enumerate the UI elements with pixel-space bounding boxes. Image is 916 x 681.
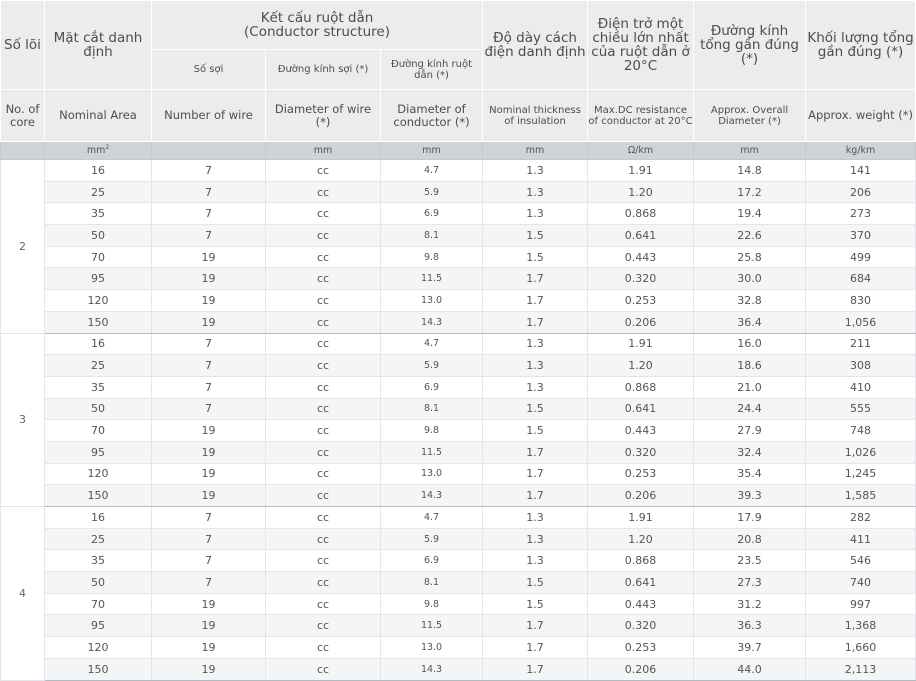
cell-wire-dia: cc (266, 507, 381, 529)
unit-insulation: mm (483, 142, 588, 160)
table-row (1, 355, 916, 377)
cell-wire-dia: cc (266, 398, 381, 420)
cell-overall: 23.5 (694, 550, 806, 572)
cell-wire-dia: cc (266, 593, 381, 615)
header-resistance-en: Max.DC resistance of conductor at 20°C (588, 90, 694, 142)
cell-area: 35 (45, 550, 152, 572)
cell-cond-dia: 13.0 (381, 463, 483, 485)
cell-resistance: 1.20 (588, 355, 694, 377)
cell-resistance: 0.868 (588, 203, 694, 225)
cell-area: 95 (45, 268, 152, 290)
cell-area: 95 (45, 441, 152, 463)
unit-cores (1, 142, 45, 160)
unit-area (45, 142, 152, 160)
cell-cond-dia: 11.5 (381, 268, 483, 290)
unit-cond-dia: mm (381, 142, 483, 160)
cell-weight: 282 (806, 507, 916, 529)
units-row (1, 142, 916, 160)
cell-cond-dia: 8.1 (381, 572, 483, 594)
cell-insulation: 1.7 (483, 290, 588, 312)
header-overall-en: Approx. Overall Diameter (*) (694, 90, 806, 142)
table-row (1, 485, 916, 507)
cell-insulation: 1.5 (483, 225, 588, 247)
cell-cond-dia: 6.9 (381, 376, 483, 398)
cell-overall: 27.9 (694, 420, 806, 442)
cell-cond-dia: 14.3 (381, 485, 483, 507)
cell-overall: 16.0 (694, 333, 806, 355)
cell-weight: 546 (806, 550, 916, 572)
cell-wires: 19 (152, 658, 266, 680)
unit-overall: mm (694, 142, 806, 160)
cell-wire-dia: cc (266, 268, 381, 290)
header-resistance-vn: Điện trở một chiều lớn nhất của ruột dẫn ở 20°C (588, 1, 694, 90)
cell-insulation: 1.7 (483, 311, 588, 333)
cell-insulation: 1.7 (483, 637, 588, 659)
cell-area: 120 (45, 463, 152, 485)
cell-resistance: 1.20 (588, 181, 694, 203)
cell-weight: 370 (806, 225, 916, 247)
cell-wire-dia: cc (266, 355, 381, 377)
cell-insulation: 1.5 (483, 398, 588, 420)
cell-insulation: 1.3 (483, 507, 588, 529)
cell-area: 150 (45, 658, 152, 680)
header-structure-en: (Conductor structure) (244, 24, 390, 40)
cell-wire-dia: cc (266, 311, 381, 333)
cell-overall: 31.2 (694, 593, 806, 615)
cell-insulation: 1.5 (483, 420, 588, 442)
cell-weight: 997 (806, 593, 916, 615)
table-row (1, 181, 916, 203)
table-row (1, 376, 916, 398)
cell-cond-dia: 4.7 (381, 333, 483, 355)
cell-insulation: 1.3 (483, 376, 588, 398)
cell-wires: 19 (152, 637, 266, 659)
cell-resistance: 0.253 (588, 637, 694, 659)
table-row (1, 463, 916, 485)
cell-resistance: 0.253 (588, 290, 694, 312)
cell-wire-dia: cc (266, 290, 381, 312)
cell-cond-dia: 5.9 (381, 355, 483, 377)
cell-cond-dia: 13.0 (381, 637, 483, 659)
cell-wires: 19 (152, 463, 266, 485)
cell-cond-dia: 11.5 (381, 441, 483, 463)
cell-wire-dia: cc (266, 203, 381, 225)
cell-weight: 411 (806, 528, 916, 550)
cell-wires: 7 (152, 398, 266, 420)
header-area-vn: Mặt cắt danh định (45, 1, 152, 90)
cell-wire-dia: cc (266, 246, 381, 268)
cell-area: 95 (45, 615, 152, 637)
cell-cond-dia: 6.9 (381, 203, 483, 225)
cell-insulation: 1.3 (483, 550, 588, 572)
cell-overall: 27.3 (694, 572, 806, 594)
cell-weight: 141 (806, 160, 916, 182)
cell-resistance: 0.443 (588, 593, 694, 615)
cell-overall: 19.4 (694, 203, 806, 225)
cell-resistance: 0.641 (588, 398, 694, 420)
table-row (1, 550, 916, 572)
cell-overall: 32.4 (694, 441, 806, 463)
header-structure (152, 1, 483, 50)
cell-resistance: 0.253 (588, 463, 694, 485)
cell-weight: 1,368 (806, 615, 916, 637)
cell-wire-dia: cc (266, 572, 381, 594)
cell-overall: 35.4 (694, 463, 806, 485)
cell-overall: 24.4 (694, 398, 806, 420)
cell-resistance: 1.91 (588, 507, 694, 529)
cell-wires: 7 (152, 160, 266, 182)
cell-resistance: 0.320 (588, 268, 694, 290)
cell-overall: 14.8 (694, 160, 806, 182)
table-row (1, 290, 916, 312)
cell-overall: 25.8 (694, 246, 806, 268)
cell-wires: 19 (152, 290, 266, 312)
cell-weight: 1,026 (806, 441, 916, 463)
table-body (1, 160, 916, 681)
table-row (1, 441, 916, 463)
cell-area: 70 (45, 246, 152, 268)
header-cores-vn: Số lõi (1, 1, 45, 90)
cell-cores: 2 (1, 160, 45, 334)
header-structure-vn: Kết cấu ruột dẫn (260, 10, 374, 26)
table-row (1, 246, 916, 268)
cell-wires: 7 (152, 572, 266, 594)
cell-wires: 7 (152, 181, 266, 203)
cell-area: 25 (45, 355, 152, 377)
cell-wires: 7 (152, 333, 266, 355)
cell-wires: 19 (152, 485, 266, 507)
cell-resistance: 0.868 (588, 550, 694, 572)
cell-area: 16 (45, 333, 152, 355)
cell-weight: 273 (806, 203, 916, 225)
cell-weight: 740 (806, 572, 916, 594)
cell-weight: 308 (806, 355, 916, 377)
cell-insulation: 1.3 (483, 203, 588, 225)
cell-cores: 3 (1, 333, 45, 507)
cell-cond-dia: 9.8 (381, 246, 483, 268)
cell-resistance: 0.641 (588, 572, 694, 594)
cell-wires: 7 (152, 355, 266, 377)
header-wires-vn: Số sợi (152, 50, 266, 90)
header-area-en: Nominal Area (45, 90, 152, 142)
cell-weight: 2,113 (806, 658, 916, 680)
cell-wires: 19 (152, 420, 266, 442)
cell-weight: 1,660 (806, 637, 916, 659)
cell-area: 120 (45, 290, 152, 312)
cell-resistance: 0.868 (588, 376, 694, 398)
table-row (1, 637, 916, 659)
cell-insulation: 1.7 (483, 658, 588, 680)
cell-weight: 830 (806, 290, 916, 312)
cell-insulation: 1.7 (483, 463, 588, 485)
header-wire-dia-vn: Đường kính sợi (*) (266, 50, 381, 90)
cell-resistance: 1.20 (588, 528, 694, 550)
cell-area: 120 (45, 637, 152, 659)
header-cond-dia-en: Diameter of conductor (*) (381, 90, 483, 142)
cell-wires: 7 (152, 528, 266, 550)
cell-insulation: 1.3 (483, 528, 588, 550)
cell-wires: 19 (152, 441, 266, 463)
cell-wire-dia: cc (266, 550, 381, 572)
cell-resistance: 0.443 (588, 420, 694, 442)
cell-wire-dia: cc (266, 225, 381, 247)
cell-overall: 21.0 (694, 376, 806, 398)
cell-wire-dia: cc (266, 463, 381, 485)
cell-area: 50 (45, 572, 152, 594)
cell-cores: 4 (1, 507, 45, 681)
cell-area: 50 (45, 225, 152, 247)
cell-weight: 211 (806, 333, 916, 355)
cell-area: 150 (45, 311, 152, 333)
cell-wires: 7 (152, 550, 266, 572)
cell-cond-dia: 6.9 (381, 550, 483, 572)
cell-insulation: 1.3 (483, 355, 588, 377)
cell-area: 70 (45, 420, 152, 442)
table-row (1, 615, 916, 637)
cell-weight: 410 (806, 376, 916, 398)
table-header (1, 1, 916, 160)
cell-area: 25 (45, 528, 152, 550)
cell-area: 35 (45, 376, 152, 398)
cell-wire-dia: cc (266, 637, 381, 659)
cell-wire-dia: cc (266, 658, 381, 680)
unit-resistance: Ω/km (588, 142, 694, 160)
cell-overall: 17.2 (694, 181, 806, 203)
cell-area: 150 (45, 485, 152, 507)
header-wires-en: Number of wire (152, 90, 266, 142)
cell-cond-dia: 5.9 (381, 181, 483, 203)
cell-wires: 19 (152, 268, 266, 290)
cell-wire-dia: cc (266, 160, 381, 182)
cell-wire-dia: cc (266, 528, 381, 550)
cell-insulation: 1.7 (483, 615, 588, 637)
table-row (1, 160, 916, 182)
cell-cond-dia: 9.8 (381, 593, 483, 615)
cell-wire-dia: cc (266, 333, 381, 355)
cell-overall: 22.6 (694, 225, 806, 247)
cell-resistance: 1.91 (588, 160, 694, 182)
cell-area: 16 (45, 160, 152, 182)
table-row (1, 225, 916, 247)
unit-wire-dia: mm (266, 142, 381, 160)
cell-wires: 19 (152, 615, 266, 637)
cell-weight: 206 (806, 181, 916, 203)
cell-overall: 20.8 (694, 528, 806, 550)
header-insulation-en: Nominal thickness of insulation (483, 90, 588, 142)
cell-area: 35 (45, 203, 152, 225)
cell-resistance: 0.206 (588, 658, 694, 680)
cell-overall: 18.6 (694, 355, 806, 377)
cell-overall: 32.8 (694, 290, 806, 312)
cell-weight: 499 (806, 246, 916, 268)
cell-resistance: 0.443 (588, 246, 694, 268)
cell-wire-dia: cc (266, 420, 381, 442)
cell-insulation: 1.3 (483, 333, 588, 355)
cell-wire-dia: cc (266, 376, 381, 398)
cell-cond-dia: 4.7 (381, 507, 483, 529)
cell-cond-dia: 8.1 (381, 225, 483, 247)
cell-cond-dia: 11.5 (381, 615, 483, 637)
cell-wires: 7 (152, 507, 266, 529)
cell-overall: 44.0 (694, 658, 806, 680)
cell-weight: 684 (806, 268, 916, 290)
cell-weight: 1,056 (806, 311, 916, 333)
cell-overall: 17.9 (694, 507, 806, 529)
header-overall-vn: Đường kính tổng gần đúng (*) (694, 1, 806, 90)
table-row (1, 572, 916, 594)
cell-insulation: 1.7 (483, 441, 588, 463)
cell-wire-dia: cc (266, 181, 381, 203)
table-row (1, 528, 916, 550)
unit-wires (152, 142, 266, 160)
header-cond-dia-vn: Đường kính ruột dẫn (*) (381, 50, 483, 90)
cell-resistance: 0.320 (588, 441, 694, 463)
table-row (1, 507, 916, 529)
cell-area: 70 (45, 593, 152, 615)
cell-resistance: 0.206 (588, 311, 694, 333)
table-row (1, 420, 916, 442)
cell-weight: 748 (806, 420, 916, 442)
unit-weight: kg/km (806, 142, 916, 160)
cell-resistance: 0.206 (588, 485, 694, 507)
cell-weight: 1,585 (806, 485, 916, 507)
cell-wire-dia: cc (266, 441, 381, 463)
cell-area: 50 (45, 398, 152, 420)
cell-wires: 7 (152, 203, 266, 225)
table-row (1, 398, 916, 420)
cell-wires: 7 (152, 376, 266, 398)
cell-weight: 555 (806, 398, 916, 420)
cell-overall: 39.7 (694, 637, 806, 659)
table-row (1, 333, 916, 355)
header-weight-en: Approx. weight (*) (806, 90, 916, 142)
cell-insulation: 1.3 (483, 181, 588, 203)
table-row (1, 268, 916, 290)
cell-insulation: 1.7 (483, 485, 588, 507)
cell-insulation: 1.3 (483, 160, 588, 182)
cell-resistance: 0.320 (588, 615, 694, 637)
cell-cond-dia: 9.8 (381, 420, 483, 442)
table-row (1, 311, 916, 333)
cell-cond-dia: 8.1 (381, 398, 483, 420)
cell-area: 16 (45, 507, 152, 529)
cell-resistance: 1.91 (588, 333, 694, 355)
cell-insulation: 1.5 (483, 246, 588, 268)
cell-cond-dia: 5.9 (381, 528, 483, 550)
cell-cond-dia: 14.3 (381, 658, 483, 680)
cell-overall: 39.3 (694, 485, 806, 507)
cell-wires: 19 (152, 593, 266, 615)
cell-insulation: 1.5 (483, 593, 588, 615)
cell-area: 25 (45, 181, 152, 203)
cell-overall: 36.4 (694, 311, 806, 333)
unit-area-sup: 2 (105, 144, 110, 152)
cell-resistance: 0.641 (588, 225, 694, 247)
unit-area-text: mm (86, 145, 106, 157)
cell-wire-dia: cc (266, 615, 381, 637)
table-row (1, 658, 916, 680)
cell-weight: 1,245 (806, 463, 916, 485)
cell-overall: 36.3 (694, 615, 806, 637)
cell-wire-dia: cc (266, 485, 381, 507)
header-weight-vn: Khối lượng tổng gần đúng (*) (806, 1, 916, 90)
cell-cond-dia: 13.0 (381, 290, 483, 312)
cell-cond-dia: 14.3 (381, 311, 483, 333)
cell-wires: 19 (152, 246, 266, 268)
cell-insulation: 1.7 (483, 268, 588, 290)
header-cores-en: No. of core (1, 90, 45, 142)
table-row (1, 593, 916, 615)
header-insulation-vn: Độ dày cách điện danh định (483, 1, 588, 90)
cell-wires: 7 (152, 225, 266, 247)
table-row (1, 203, 916, 225)
cell-wires: 19 (152, 311, 266, 333)
cell-insulation: 1.5 (483, 572, 588, 594)
cell-overall: 30.0 (694, 268, 806, 290)
header-wire-dia-en: Diameter of wire (*) (266, 90, 381, 142)
cell-cond-dia: 4.7 (381, 160, 483, 182)
